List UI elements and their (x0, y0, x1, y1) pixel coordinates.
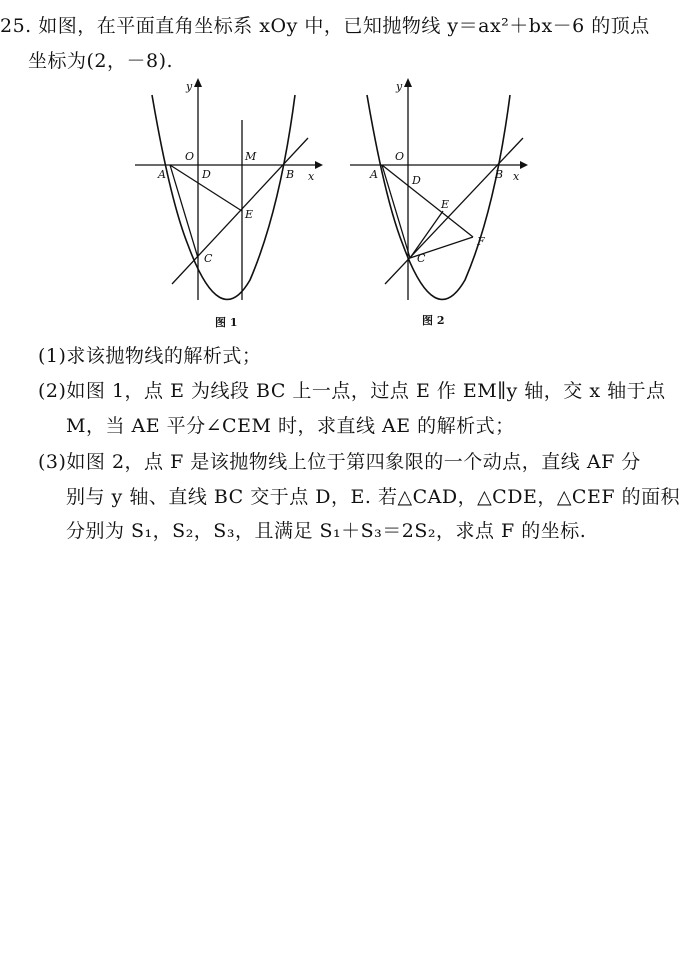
label-y: y (396, 80, 403, 93)
label-a: A (158, 168, 166, 181)
label-x: x (308, 170, 315, 183)
part-3-line2: 别与 y 轴、直线 BC 交于点 D，E. 若△CAD，△CDE，△CEF 的面积 (66, 486, 681, 508)
y-axis-arrow (404, 78, 412, 87)
label-o: O (185, 150, 195, 163)
label-y: y (186, 80, 193, 93)
segment-ac (382, 165, 410, 258)
label-d: D (202, 168, 211, 181)
label-f: F (477, 235, 485, 248)
part-2-line2: M，当 AE 平分∠CEM 时，求直线 AE 的解析式； (66, 415, 515, 437)
figure-1 (130, 70, 330, 335)
label-b: B (495, 168, 504, 181)
line-bc (385, 138, 523, 284)
label-c: C (204, 252, 213, 265)
label-e: E (245, 208, 254, 221)
x-axis-arrow (520, 161, 528, 169)
problem-intro-line2: 坐标为(2，－8). (28, 50, 174, 72)
label-b: B (286, 168, 295, 181)
part-3-line3: 分别为 S₁，S₂，S₃，且满足 S₁＋S₃＝2S₂，求点 F 的坐标. (66, 520, 587, 542)
part-1: (1)求该抛物线的解析式； (38, 345, 262, 367)
parabola (152, 95, 295, 299)
label-o: O (395, 150, 405, 163)
label-x: x (513, 170, 520, 183)
figure-1-caption: 图 1 (215, 316, 238, 329)
label-c: C (417, 252, 426, 265)
x-axis-arrow (315, 161, 323, 169)
label-a: A (370, 168, 378, 181)
segment-ce (410, 211, 443, 258)
figure-2-caption: 图 2 (422, 314, 445, 327)
label-e: E (441, 198, 450, 211)
parabola (367, 95, 510, 299)
label-d: D (412, 174, 421, 187)
part-2-line1: (2)如图 1，点 E 为线段 BC 上一点，过点 E 作 EM∥y 轴，交 x 轴于点 (38, 380, 666, 402)
part-3-line1: (3)如图 2，点 F 是该抛物线上位于第四象限的一个动点，直线 AF 分 (38, 451, 641, 473)
problem-intro-line1: 25. 如图，在平面直角坐标系 xOy 中，已知抛物线 y＝ax²＋bx－6 的顶点 (0, 15, 650, 37)
figure-2 (345, 70, 545, 335)
y-axis-arrow (194, 78, 202, 87)
segment-ac (170, 165, 198, 258)
label-m: M (245, 150, 257, 163)
